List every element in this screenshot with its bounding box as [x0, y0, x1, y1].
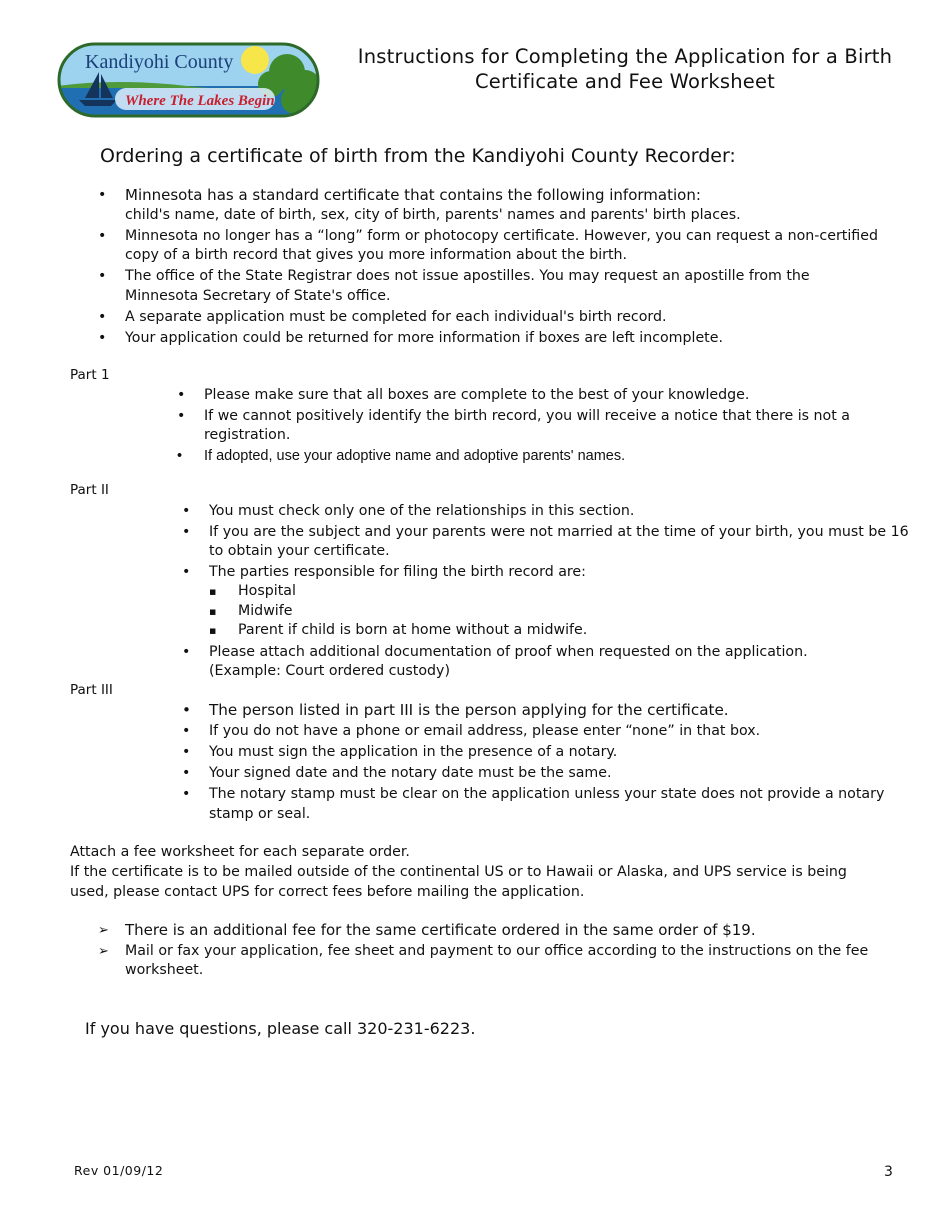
bullet-icon: • [182, 744, 191, 760]
list-item: • Your application could be returned for more information if boxes are left incomplete. [125, 329, 885, 349]
list-item: • The office of the State Registrar does not issue apostilles. You may request an apostille from the Minnesota Secretary of State's office. [98, 268, 810, 304]
bullet-icon: • [182, 503, 191, 519]
logo-graphic [57, 42, 320, 118]
part1-list [177, 386, 894, 467]
bullet-icon: • [182, 786, 191, 802]
list-item: • The person listed in part III is the person applying for the certificate. [182, 701, 729, 719]
part2-list [182, 502, 909, 682]
part3-list [182, 701, 889, 826]
list-item: • If you do not have a phone or email address, please enter “none” in that box. [209, 722, 889, 742]
square-bullet-icon: ▪ [209, 604, 217, 618]
bullet-icon: • [177, 447, 183, 464]
intro-list [98, 186, 885, 350]
attach-line-2: If the certificate is to be mailed outside of the continental US or to Hawaii or Alaska, and UPS service is being used, please contact UPS for correct fees before mailing the application. [70, 864, 847, 900]
sun-icon [241, 46, 269, 74]
bullet-icon: • [98, 308, 107, 325]
logo-county-name: Kandiyohi County [85, 51, 234, 73]
list-item: ➢ There is an additional fee for the same certificate ordered in the same order of $19. [98, 921, 756, 939]
bullet-icon: • [177, 407, 186, 424]
list-item: • Please attach additional documentation of proof when requested on the application. (Example: Court ordered custody) [182, 643, 808, 679]
county-logo [57, 42, 320, 118]
responsible-parties-list [209, 582, 909, 641]
fee-list [98, 921, 895, 982]
list-item: • A separate application must be completed for each individual's birth record. [125, 308, 885, 328]
list-item: • Your signed date and the notary date must be the same. [209, 764, 889, 784]
title-line-2: Certificate and Fee Worksheet [474, 70, 776, 93]
bullet-icon: • [182, 563, 191, 580]
bullet-icon: • [98, 268, 107, 284]
list-item: • Minnesota no longer has a “long” form or photocopy certificate. However, you can request a non-certified copy of a birth record that gives you more information about the birth. [98, 227, 878, 263]
sub-list-item: ▪ Midwife [209, 602, 909, 622]
list-item: • If you are the subject and your parents were not married at the time of your birth, you must be 16 to obtain your certificate. [182, 523, 909, 559]
bullet-icon: • [182, 701, 191, 719]
list-item: • If we cannot positively identify the birth record, you will receive a notice that there is not a registration. [177, 407, 850, 443]
list-item: ➢ Mail or fax your application, fee sheet and payment to our office according to the instructions on the fee worksheet. [98, 942, 869, 978]
title-line-1: Instructions for Completing the Application for a Birth [357, 45, 893, 68]
bullet-icon: • [98, 227, 107, 244]
bullet-icon: • [182, 765, 191, 781]
list-item: • The parties responsible for filing the birth record are: ▪ Hospital ▪ Midwife ▪ Parent if child is born at home without a midwife. [209, 563, 909, 641]
part2-label: Part II [70, 482, 109, 498]
square-bullet-icon: ▪ [209, 624, 217, 637]
list-item: • Minnesota has a standard certificate that contains the following information: child's name, date of birth, sex, city of birth, parents' names and parents' birth places. [98, 186, 741, 223]
document-title [330, 44, 920, 94]
list-item: • If adopted, use your adoptive name and adoptive parents' names. [204, 447, 894, 467]
list-item: • You must check only one of the relationships in this section. [209, 502, 909, 522]
square-bullet-icon: ▪ [209, 585, 217, 598]
bullet-icon: • [98, 187, 107, 203]
bullet-icon: • [98, 329, 107, 346]
logo-tagline: Where The Lakes Begin [125, 93, 275, 109]
part1-label: Part 1 [70, 367, 110, 383]
part3-label: Part III [70, 682, 113, 698]
revision-date: Rev 01/09/12 [74, 1163, 164, 1178]
bullet-icon: • [182, 643, 191, 660]
arrow-bullet-icon: ➢ [98, 923, 109, 938]
attach-line-1: Attach a fee worksheet for each separate order. [70, 844, 410, 860]
list-item: • Please make sure that all boxes are complete to the best of your knowledge. [204, 386, 894, 406]
sub-list-item: ▪ Parent if child is born at home without a midwife. [209, 621, 909, 641]
sub-list-item: ▪ Hospital [209, 582, 909, 602]
contact-line: If you have questions, please call 320-231-6223. [85, 1019, 476, 1038]
fee-worksheet-note [70, 842, 870, 902]
section-heading: Ordering a certificate of birth from the Kandiyohi County Recorder: [100, 145, 736, 167]
bullet-icon: • [177, 387, 186, 403]
list-item: • The notary stamp must be clear on the application unless your state does not provide a notary stamp or seal. [182, 786, 885, 822]
bullet-icon: • [182, 523, 191, 540]
arrow-bullet-icon: ➢ [98, 943, 109, 959]
page-number: 3 [884, 1164, 893, 1180]
list-item: • You must sign the application in the presence of a notary. [209, 743, 889, 763]
bullet-icon: • [182, 723, 191, 739]
